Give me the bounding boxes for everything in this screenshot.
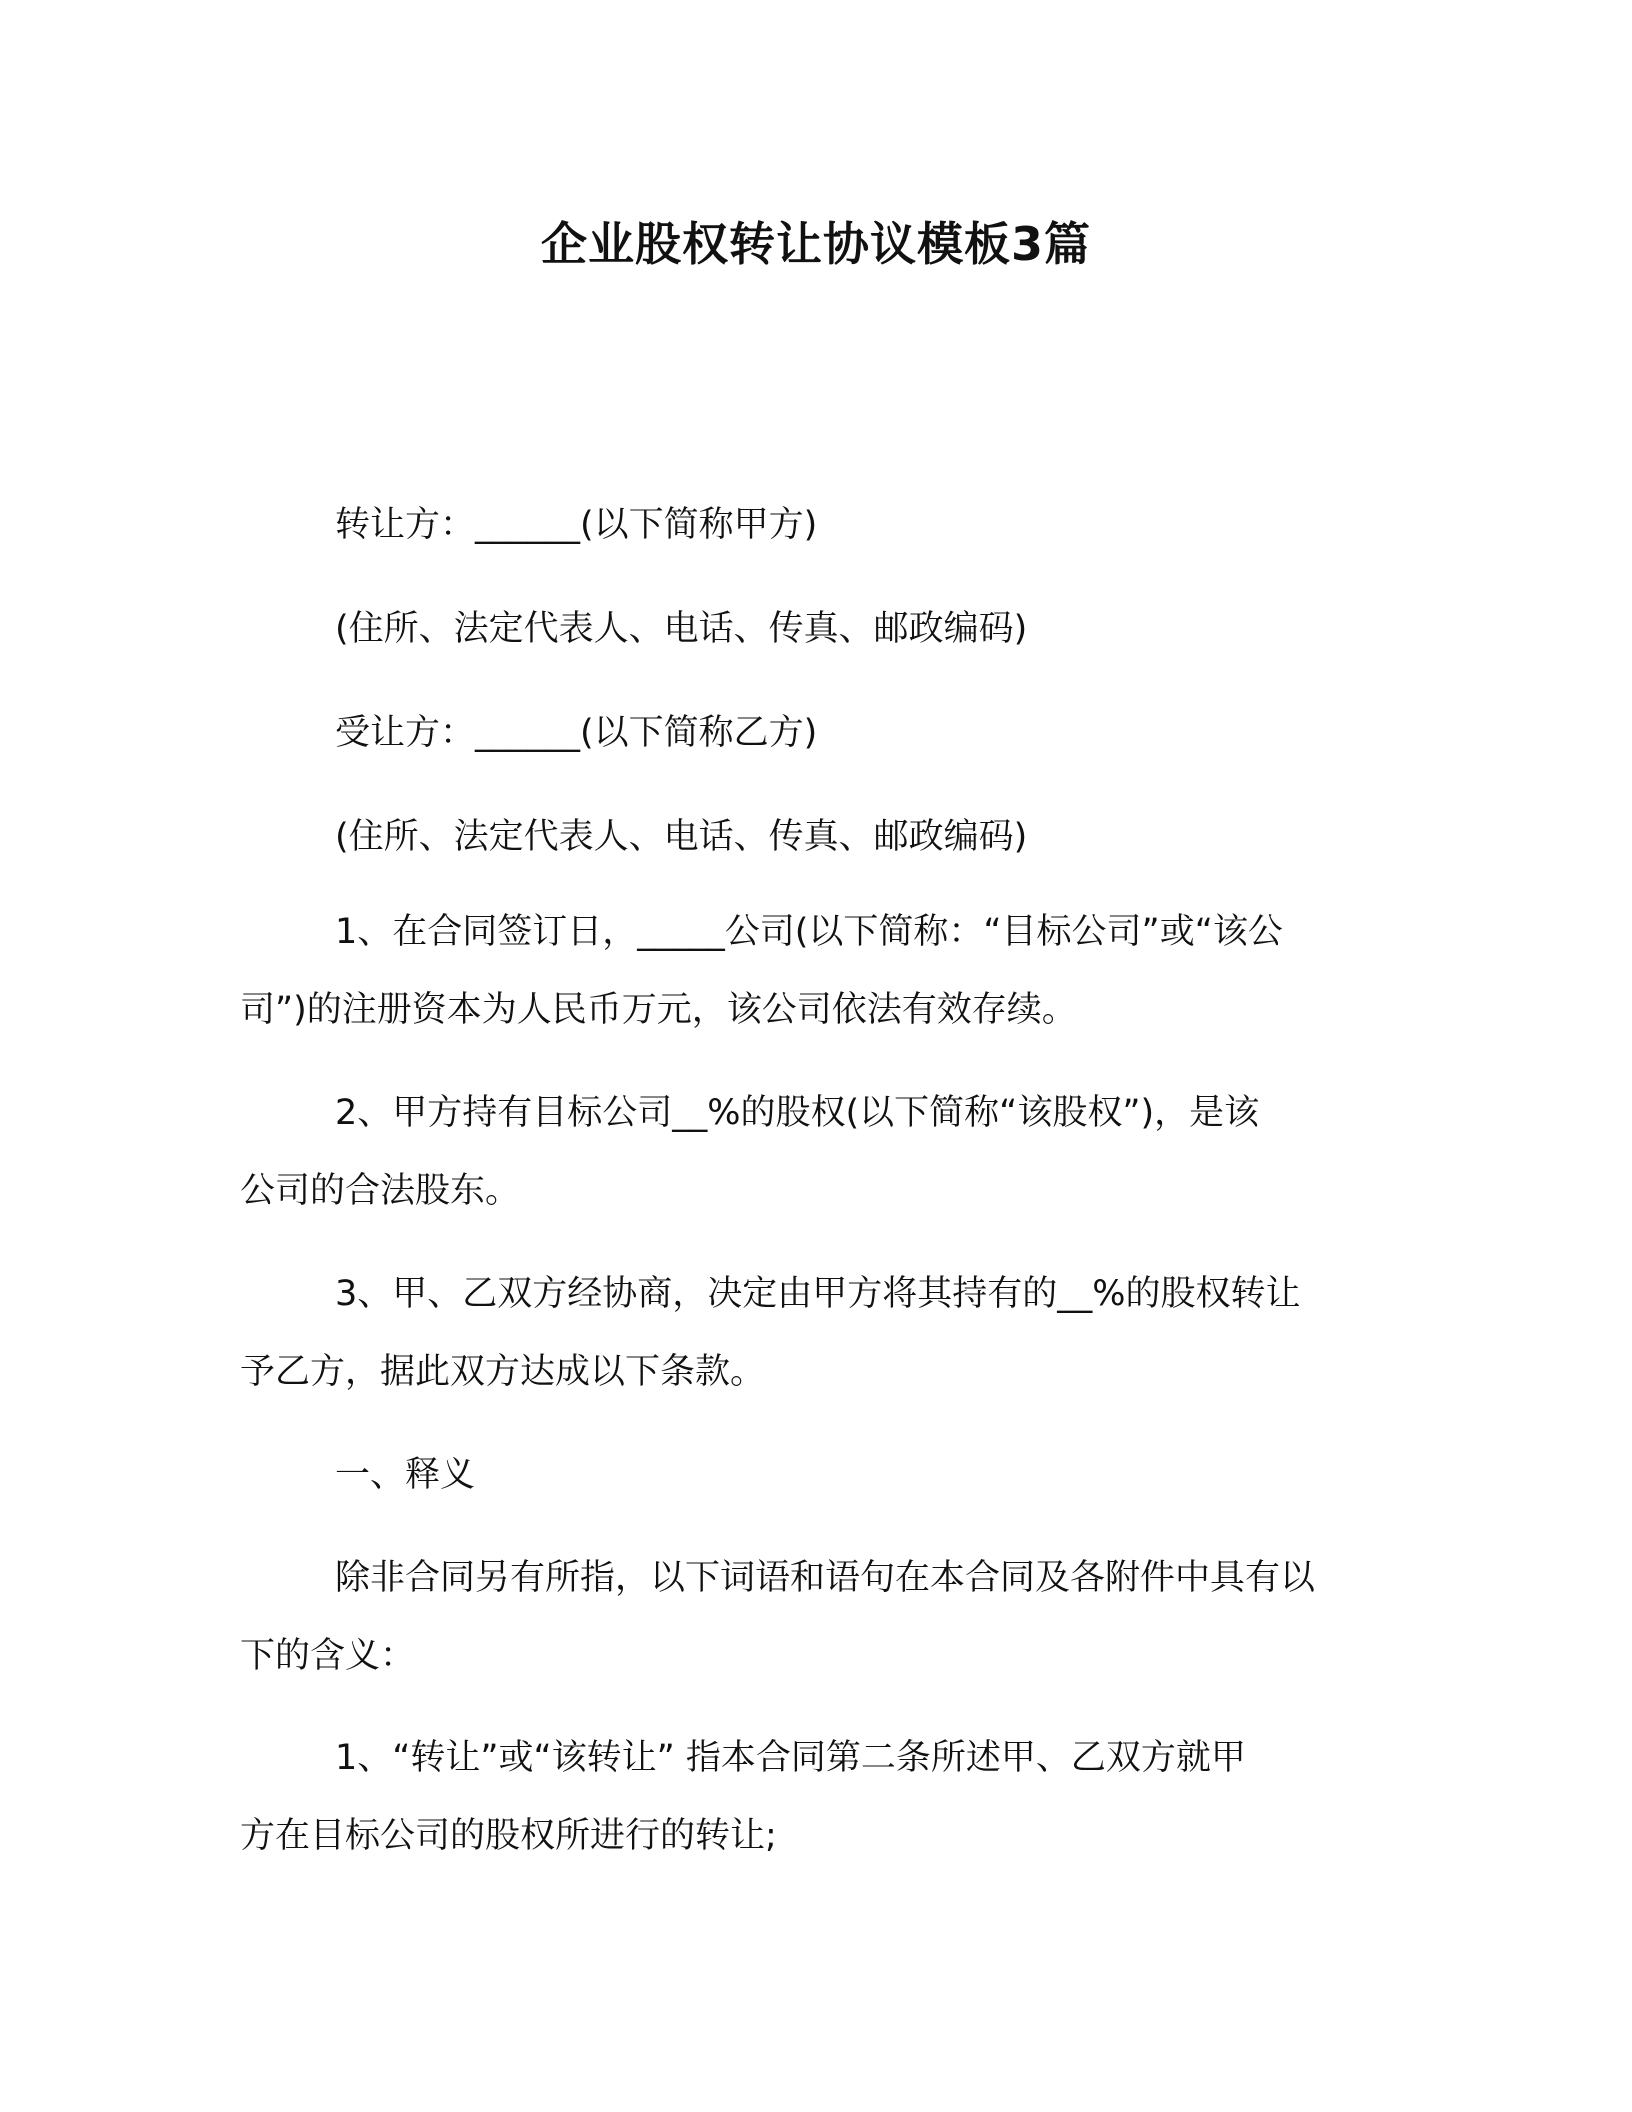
paragraph-transferee [240,694,1390,772]
paragraph-line: 公司的合法股东。 [240,1171,521,1211]
paragraph-line: 下的含义： [240,1636,416,1676]
paragraph-line: 受让方：______(以下简称乙方) [335,713,818,753]
paragraph-line: (住所、法定代表人、电话、传真、邮政编码) [335,817,1028,857]
paragraph-line: 1、“转让”或“该转让” 指本合同第二条所述甲、乙双方就甲 [335,1738,1246,1778]
paragraph-definitions-intro [240,1539,1390,1695]
section-heading-definitions [240,1436,1390,1514]
paragraph-definition-1 [240,1719,1390,1875]
paragraph-line: (住所、法定代表人、电话、传真、邮政编码) [335,609,1028,649]
paragraph-line: 1、在合同签订日，_____公司(以下简称：“目标公司”或“该公 [335,912,1283,952]
section-heading: 一、释义 [335,1455,476,1495]
paragraph-clause-3 [240,1255,1390,1411]
paragraph-transferee-details [240,798,1390,876]
paragraph-line: 予乙方，据此双方达成以下条款。 [240,1352,766,1392]
paragraph-clause-2 [240,1074,1390,1230]
paragraph-line: 转让方：______(以下简称甲方) [335,505,818,545]
paragraph-transferor-details [240,590,1390,668]
paragraph-line: 除非合同另有所指，以下词语和语句在本合同及各附件中具有以 [335,1558,1316,1598]
paragraph-line: 3、甲、乙双方经协商，决定由甲方将其持有的__%的股权转让 [335,1274,1301,1314]
paragraph-line: 方在目标公司的股权所进行的转让; [240,1816,777,1856]
paragraph-line: 2、甲方持有目标公司__%的股权(以下简称“该股权”)，是该 [335,1093,1260,1133]
document-title: 企业股权转让协议模板3篇 [540,217,1091,271]
paragraph-transferor [240,486,1390,564]
paragraph-clause-1 [240,893,1390,1049]
paragraph-line: 司”)的注册资本为人民币万元，该公司依法有效存续。 [240,990,1077,1030]
